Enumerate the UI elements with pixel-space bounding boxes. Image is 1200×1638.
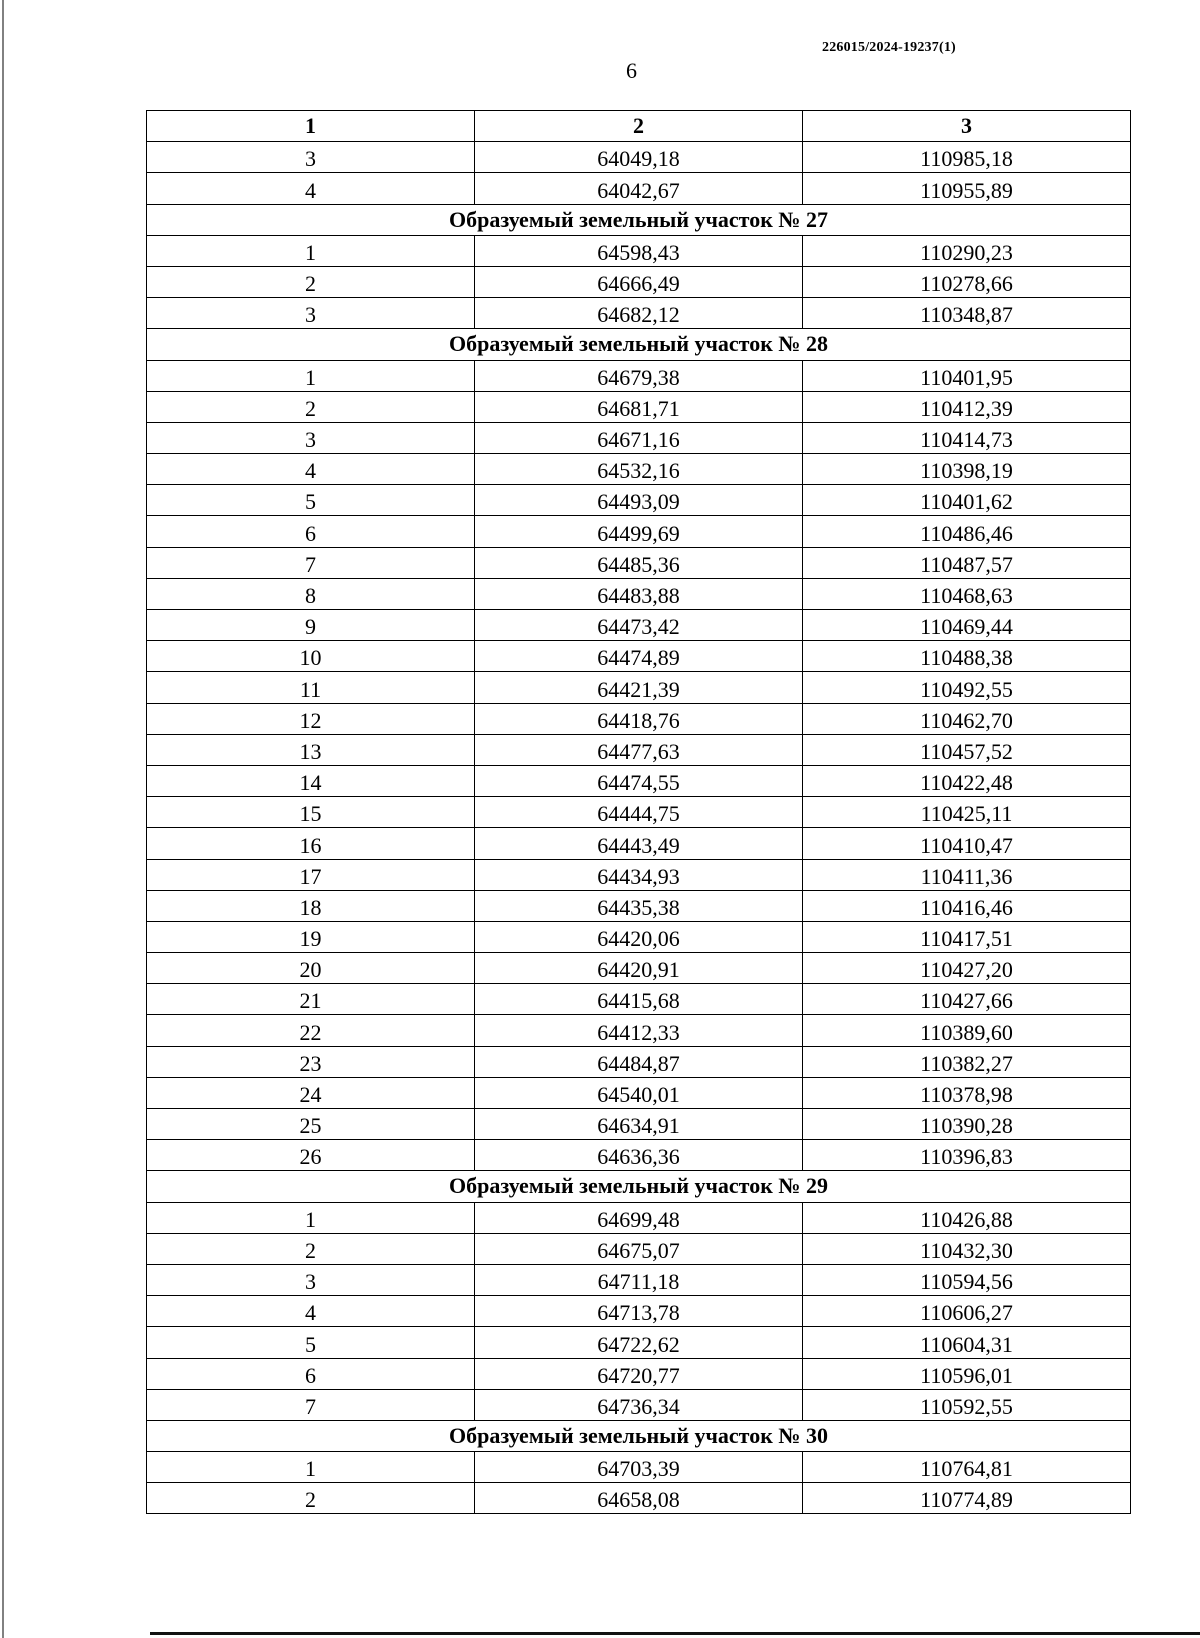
coordinate-x-cell: 64421,39 [475,672,803,703]
point-number-cell: 2 [147,391,475,422]
coordinate-y-cell: 110382,27 [803,1046,1131,1077]
coordinate-y-cell: 110457,52 [803,734,1131,765]
table-row [147,578,1131,609]
point-number-cell: 24 [147,1077,475,1108]
table-row [147,266,1131,297]
coordinate-x-cell: 64699,48 [475,1202,803,1233]
section-header-row [147,204,1131,235]
coordinate-x-cell: 64420,91 [475,953,803,984]
point-number-cell: 2 [147,1233,475,1264]
coordinate-y-cell: 110389,60 [803,1015,1131,1046]
coordinate-x-cell: 64540,01 [475,1077,803,1108]
point-number-cell: 9 [147,610,475,641]
coordinate-y-cell: 110488,38 [803,641,1131,672]
point-number-cell: 14 [147,765,475,796]
section-header-row [147,1171,1131,1202]
coordinate-x-cell: 64713,78 [475,1296,803,1327]
coordinate-x-cell: 64418,76 [475,703,803,734]
coordinate-x-cell: 64434,93 [475,859,803,890]
table-row [147,360,1131,391]
coordinate-x-cell: 64485,36 [475,547,803,578]
table-header-row [147,111,1131,142]
coordinate-x-cell: 64658,08 [475,1483,803,1514]
coordinate-x-cell: 64675,07 [475,1233,803,1264]
point-number-cell: 3 [147,298,475,329]
section-title: Образуемый земельный участок № 27 [147,204,1131,235]
table-row [147,984,1131,1015]
table-row [147,703,1131,734]
coordinate-y-cell: 110278,66 [803,266,1131,297]
coordinate-x-cell: 64666,49 [475,266,803,297]
coordinate-y-cell: 110412,39 [803,391,1131,422]
table-row [147,1233,1131,1264]
coordinate-y-cell: 110425,11 [803,797,1131,828]
point-number-cell: 6 [147,516,475,547]
table-row [147,516,1131,547]
table-row [147,765,1131,796]
point-number-cell: 1 [147,1202,475,1233]
table-row [147,1077,1131,1108]
point-number-cell: 22 [147,1015,475,1046]
coordinate-y-cell: 110774,89 [803,1483,1131,1514]
coordinate-x-cell: 64671,16 [475,422,803,453]
coordinate-x-cell: 64682,12 [475,298,803,329]
coordinate-y-cell: 110606,27 [803,1296,1131,1327]
coordinate-x-cell: 64636,36 [475,1140,803,1171]
point-number-cell: 13 [147,734,475,765]
coordinate-y-cell: 110401,62 [803,485,1131,516]
point-number-cell: 19 [147,921,475,952]
coordinate-x-cell: 64634,91 [475,1109,803,1140]
coordinate-y-cell: 110596,01 [803,1358,1131,1389]
point-number-cell: 5 [147,1327,475,1358]
point-number-cell: 15 [147,797,475,828]
point-number-cell: 2 [147,1483,475,1514]
point-number-cell: 1 [147,360,475,391]
table-row [147,391,1131,422]
table-row [147,953,1131,984]
coordinate-y-cell: 110398,19 [803,454,1131,485]
coordinate-y-cell: 110426,88 [803,1202,1131,1233]
coordinate-y-cell: 110592,55 [803,1389,1131,1420]
coordinate-y-cell: 110468,63 [803,578,1131,609]
coordinate-y-cell: 110432,30 [803,1233,1131,1264]
point-number-cell: 6 [147,1358,475,1389]
point-number-cell: 25 [147,1109,475,1140]
coordinate-y-cell: 110417,51 [803,921,1131,952]
point-number-cell: 20 [147,953,475,984]
coordinate-y-cell: 110414,73 [803,422,1131,453]
table-row [147,1202,1131,1233]
coordinate-x-cell: 64042,67 [475,173,803,204]
coordinate-x-cell: 64493,09 [475,485,803,516]
coordinate-x-cell: 64473,42 [475,610,803,641]
point-number-cell: 3 [147,1264,475,1295]
coordinate-y-cell: 110985,18 [803,142,1131,173]
coordinate-x-cell: 64474,55 [475,765,803,796]
scan-edge-left [2,0,4,1638]
table-row [147,610,1131,641]
table-row [147,1389,1131,1420]
coordinate-y-cell: 110604,31 [803,1327,1131,1358]
table-row [147,734,1131,765]
table-row [147,422,1131,453]
coordinate-x-cell: 64736,34 [475,1389,803,1420]
table-row [147,859,1131,890]
point-number-cell: 1 [147,235,475,266]
coordinate-x-cell: 64598,43 [475,235,803,266]
table-row [147,142,1131,173]
table-row [147,641,1131,672]
table-row [147,235,1131,266]
point-number-cell: 12 [147,703,475,734]
section-header-row [147,329,1131,360]
coordinate-y-cell: 110401,95 [803,360,1131,391]
point-number-cell: 3 [147,422,475,453]
table-row [147,173,1131,204]
coordinate-x-cell: 64435,38 [475,890,803,921]
coordinate-y-cell: 110348,87 [803,298,1131,329]
coordinate-x-cell: 64703,39 [475,1452,803,1483]
section-title: Образуемый земельный участок № 30 [147,1420,1131,1451]
table-row [147,454,1131,485]
scan-edge-bottom [150,1632,1200,1635]
coordinate-y-cell: 110390,28 [803,1109,1131,1140]
point-number-cell: 11 [147,672,475,703]
coordinate-y-cell: 110427,66 [803,984,1131,1015]
coordinate-x-cell: 64711,18 [475,1264,803,1295]
table-row [147,1109,1131,1140]
coordinate-x-cell: 64722,62 [475,1327,803,1358]
point-number-cell: 21 [147,984,475,1015]
table-row [147,1015,1131,1046]
coordinate-y-cell: 110486,46 [803,516,1131,547]
coordinate-y-cell: 110492,55 [803,672,1131,703]
column-header-2: 2 [475,111,803,142]
coordinate-y-cell: 110594,56 [803,1264,1131,1295]
point-number-cell: 4 [147,1296,475,1327]
table-row [147,1327,1131,1358]
coordinate-x-cell: 64477,63 [475,734,803,765]
coordinate-y-cell: 110290,23 [803,235,1131,266]
section-title: Образуемый земельный участок № 28 [147,329,1131,360]
coordinate-x-cell: 64483,88 [475,578,803,609]
point-number-cell: 26 [147,1140,475,1171]
coordinate-y-cell: 110469,44 [803,610,1131,641]
point-number-cell: 4 [147,173,475,204]
table-row [147,828,1131,859]
table-row [147,1452,1131,1483]
coordinate-x-cell: 64474,89 [475,641,803,672]
section-header-row [147,1420,1131,1451]
coordinate-y-cell: 110422,48 [803,765,1131,796]
coordinate-y-cell: 110411,36 [803,859,1131,890]
table-row [147,485,1131,516]
coordinate-y-cell: 110410,47 [803,828,1131,859]
section-title: Образуемый земельный участок № 29 [147,1171,1131,1202]
table-body [147,142,1131,1514]
table-row [147,1483,1131,1514]
coordinate-x-cell: 64484,87 [475,1046,803,1077]
coordinate-y-cell: 110427,20 [803,953,1131,984]
coordinate-y-cell: 110416,46 [803,890,1131,921]
coordinate-x-cell: 64679,38 [475,360,803,391]
coordinate-x-cell: 64415,68 [475,984,803,1015]
page-number: 6 [626,58,637,83]
table-row [147,890,1131,921]
coordinate-y-cell: 110462,70 [803,703,1131,734]
coordinate-y-cell: 110396,83 [803,1140,1131,1171]
coordinate-y-cell: 110764,81 [803,1452,1131,1483]
coordinate-y-cell: 110378,98 [803,1077,1131,1108]
table-row [147,1140,1131,1171]
point-number-cell: 7 [147,1389,475,1420]
point-number-cell: 5 [147,485,475,516]
point-number-cell: 8 [147,578,475,609]
point-number-cell: 10 [147,641,475,672]
table-row [147,797,1131,828]
coordinate-x-cell: 64412,33 [475,1015,803,1046]
point-number-cell: 16 [147,828,475,859]
coordinate-x-cell: 64499,69 [475,516,803,547]
point-number-cell: 23 [147,1046,475,1077]
table-row [147,547,1131,578]
point-number-cell: 18 [147,890,475,921]
table-row [147,1264,1131,1295]
coordinate-x-cell: 64049,18 [475,142,803,173]
table-row [147,1046,1131,1077]
point-number-cell: 4 [147,454,475,485]
coordinate-x-cell: 64444,75 [475,797,803,828]
coordinate-x-cell: 64532,16 [475,454,803,485]
column-header-3: 3 [803,111,1131,142]
point-number-cell: 1 [147,1452,475,1483]
coordinates-table [146,110,1131,1514]
point-number-cell: 17 [147,859,475,890]
coordinate-x-cell: 64420,06 [475,921,803,952]
table-row [147,921,1131,952]
coordinate-x-cell: 64443,49 [475,828,803,859]
column-header-1: 1 [147,111,475,142]
coordinate-y-cell: 110955,89 [803,173,1131,204]
document-number: 226015/2024-19237(1) [822,40,956,55]
table-row [147,1296,1131,1327]
coordinate-y-cell: 110487,57 [803,547,1131,578]
point-number-cell: 3 [147,142,475,173]
point-number-cell: 2 [147,266,475,297]
table-row [147,1358,1131,1389]
coordinate-x-cell: 64720,77 [475,1358,803,1389]
table-row [147,672,1131,703]
coordinate-x-cell: 64681,71 [475,391,803,422]
point-number-cell: 7 [147,547,475,578]
table-row [147,298,1131,329]
